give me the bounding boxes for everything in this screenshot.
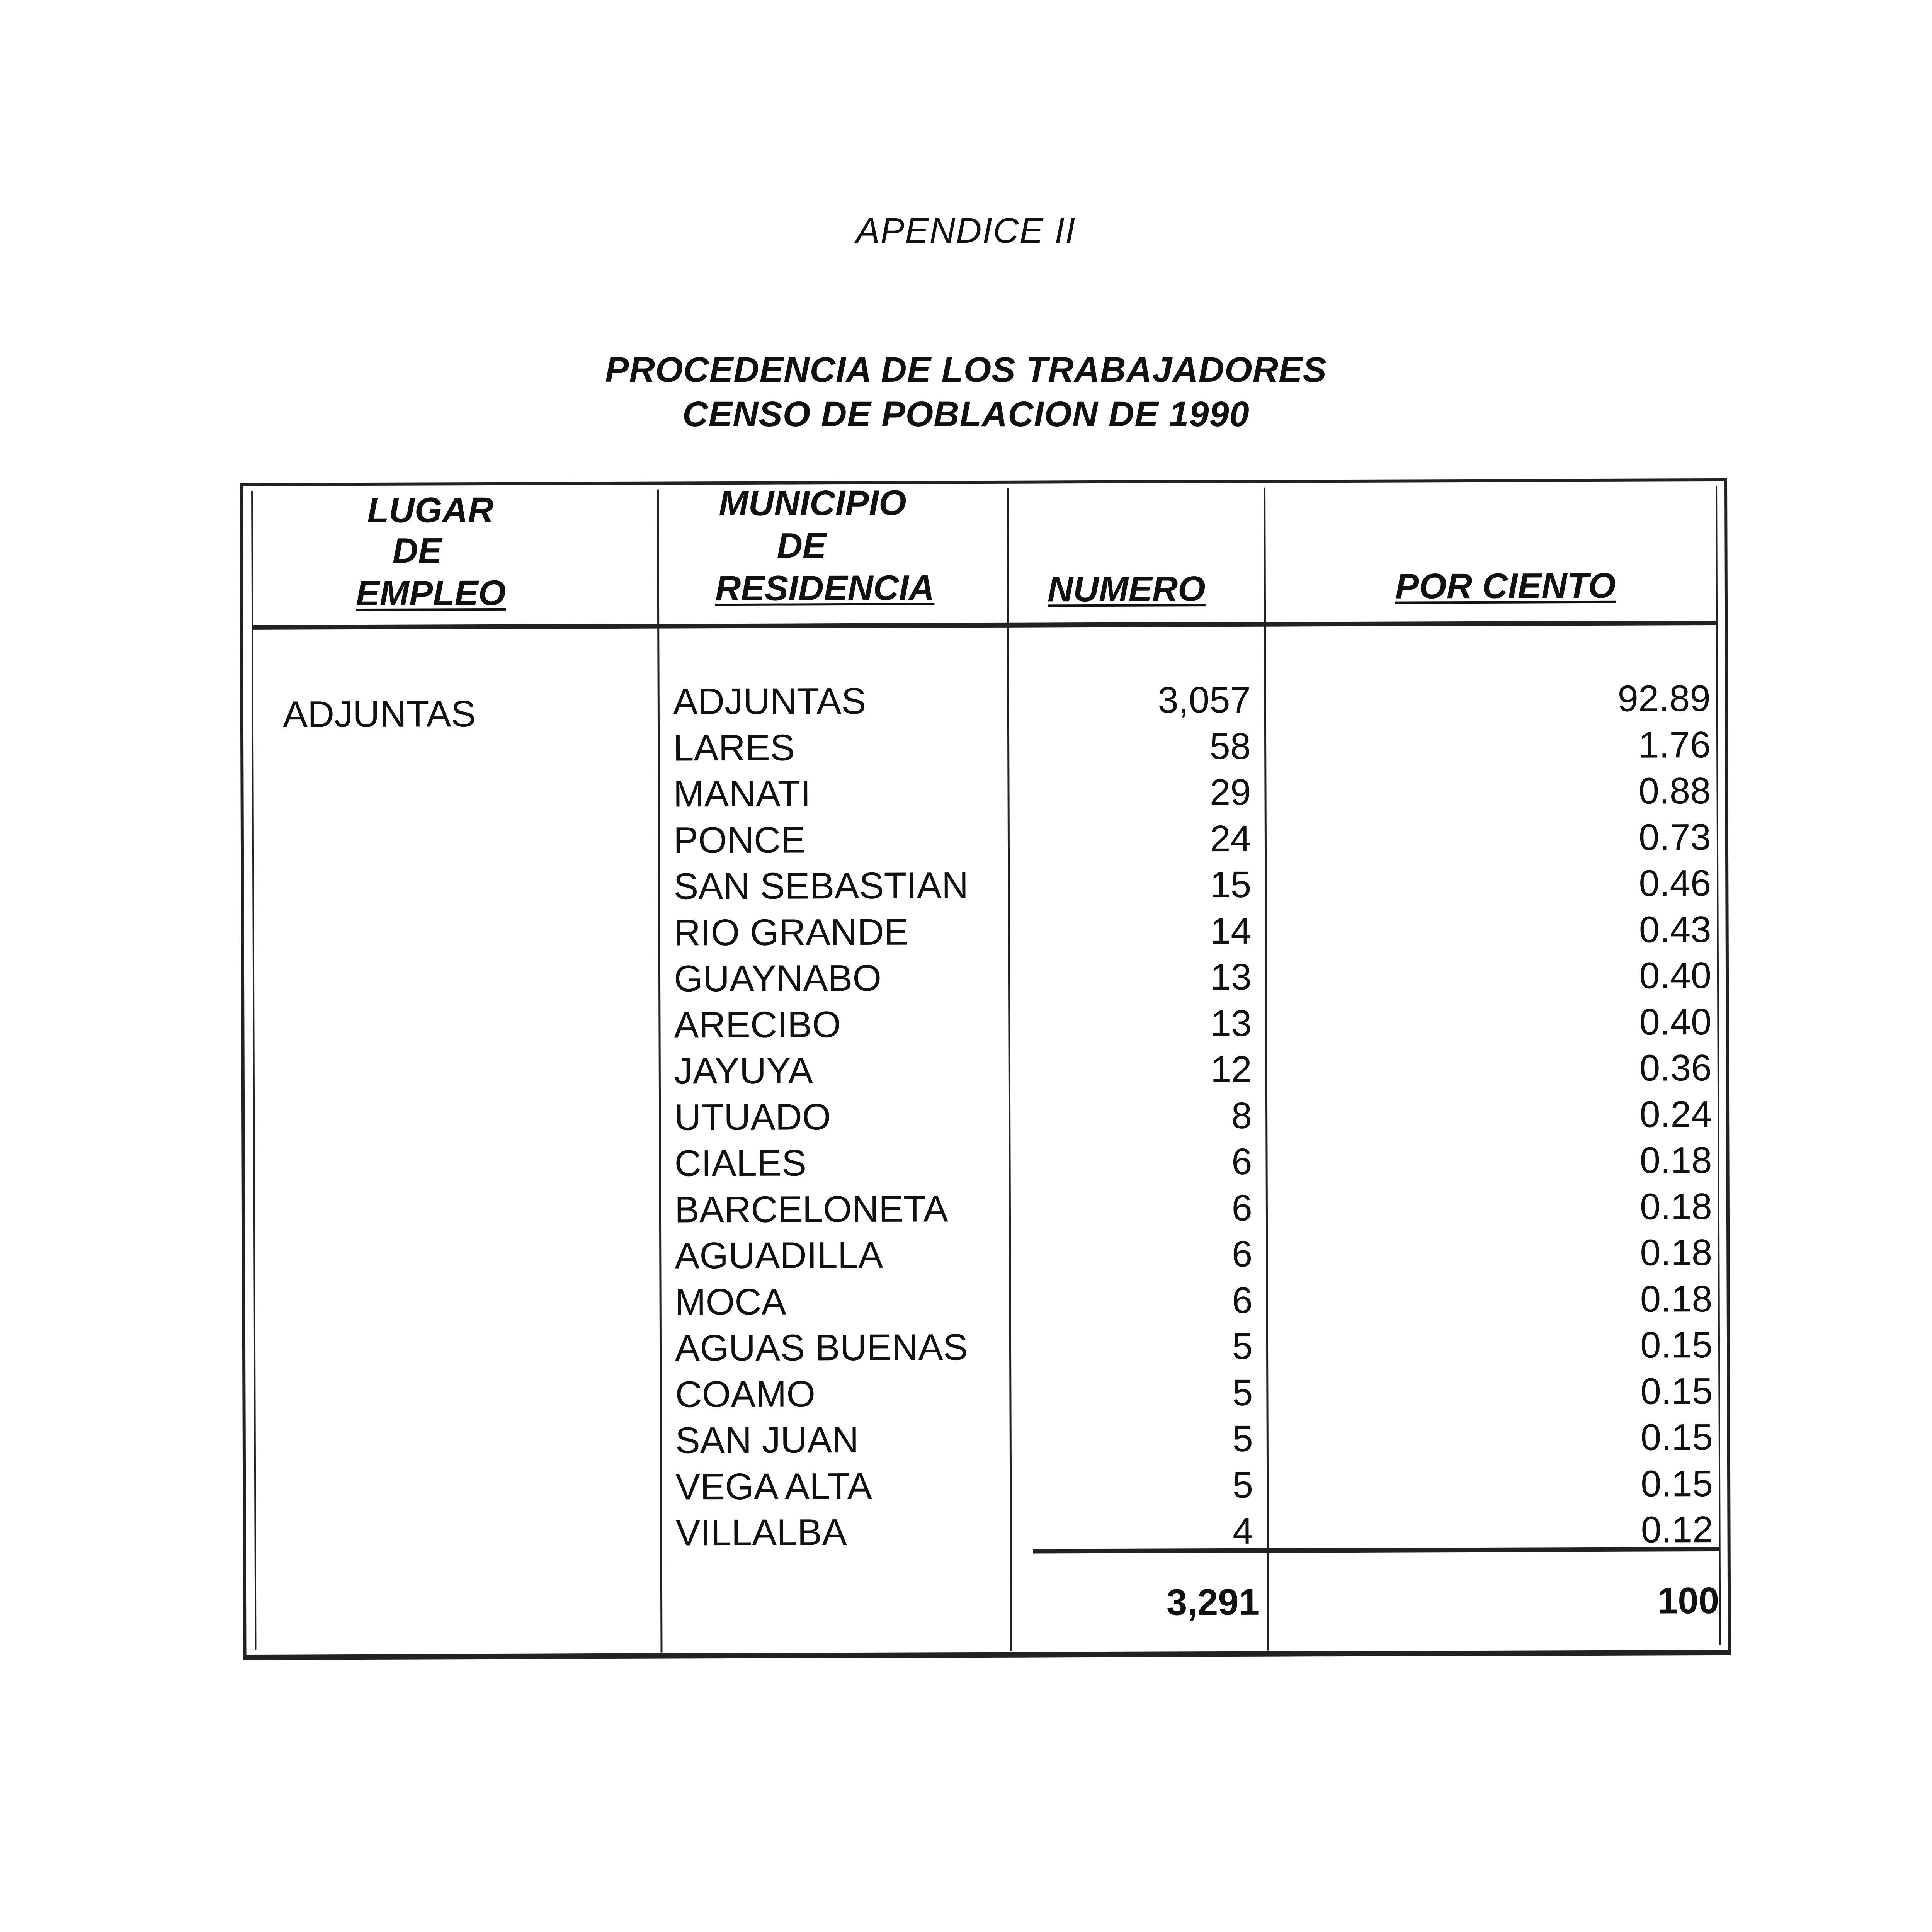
table-row: [242, 1045, 1741, 1096]
numero-cell: 13: [1210, 1002, 1252, 1044]
document-title-line-1: PROCEDENCIA DE LOS TRABAJADORES: [605, 350, 1327, 389]
total-por-ciento: 100: [1657, 1580, 1719, 1622]
por-ciento-cell: 0.24: [1639, 1093, 1712, 1135]
appendix-title: APENDICE II: [856, 211, 1076, 250]
table-border-top: [240, 478, 1727, 486]
table-row: [240, 721, 1740, 772]
table-row: [242, 1183, 1741, 1234]
numero-cell: 6: [1231, 1187, 1253, 1229]
table-row: [243, 1507, 1742, 1558]
municipio-cell: MANATI: [673, 773, 811, 815]
workers-origin-table: [240, 478, 1743, 1658]
municipio-cell: SAN JUAN: [675, 1419, 859, 1461]
municipio-cell: SAN SEBASTIAN: [673, 865, 969, 907]
municipio-cell: LARES: [673, 726, 795, 769]
header-residencia: RESIDENCIA: [715, 568, 935, 609]
table-border-bottom: [243, 1650, 1731, 1660]
numero-cell: 29: [1209, 771, 1251, 813]
municipio-cell: ADJUNTAS: [673, 680, 866, 723]
header-municipio: MUNICIPIO: [719, 483, 906, 524]
municipio-cell: AGUAS BUENAS: [675, 1327, 968, 1369]
numero-cell: 5: [1232, 1325, 1253, 1367]
table-row: [241, 860, 1740, 911]
municipio-cell: VILLALBA: [675, 1512, 847, 1554]
por-ciento-cell: 0.40: [1639, 1001, 1712, 1043]
table-row: [241, 814, 1740, 865]
municipio-cell: GUAYNABO: [673, 957, 882, 1000]
document-title-line-2: CENSO DE POBLACION DE 1990: [682, 395, 1250, 434]
numero-cell: 5: [1232, 1372, 1253, 1413]
municipio-cell: AGUADILLA: [675, 1234, 883, 1277]
por-ciento-cell: 92.89: [1617, 678, 1711, 719]
por-ciento-cell: 0.36: [1639, 1047, 1712, 1089]
numero-cell: 12: [1210, 1048, 1252, 1090]
header-lugar: LUGAR: [367, 490, 494, 530]
header-lugar-de: DE: [392, 531, 442, 571]
por-ciento-cell: 0.12: [1641, 1509, 1713, 1551]
table-row: [242, 1276, 1741, 1327]
header-municipio-de: DE: [777, 526, 827, 566]
lugar-de-empleo-cell: ADJUNTAS: [282, 693, 476, 735]
table-row: [240, 768, 1740, 819]
table-row: [240, 675, 1740, 726]
table-row: [243, 1460, 1742, 1511]
header-empleo: EMPLEO: [355, 573, 506, 614]
table-row: [242, 1322, 1742, 1373]
table-row: [241, 998, 1740, 1049]
total-numero: 3,291: [1166, 1581, 1260, 1623]
municipio-cell: UTUADO: [674, 1096, 831, 1138]
header-numero: NUMERO: [1047, 569, 1206, 609]
por-ciento-cell: 0.43: [1639, 908, 1711, 951]
municipio-cell: ARECIBO: [674, 1003, 841, 1046]
numero-cell: 5: [1232, 1464, 1253, 1506]
table-body: [240, 675, 1742, 1558]
por-ciento-cell: 0.15: [1640, 1324, 1713, 1366]
municipio-cell: MOCA: [675, 1281, 786, 1323]
por-ciento-cell: 0.40: [1639, 955, 1712, 997]
municipio-cell: RIO GRANDE: [673, 911, 909, 953]
table-row: [242, 1230, 1741, 1281]
header-por-ciento: POR CIENTO: [1395, 566, 1616, 606]
numero-cell: 58: [1209, 725, 1251, 767]
por-ciento-cell: 1.76: [1638, 724, 1711, 766]
por-ciento-cell: 0.15: [1640, 1417, 1713, 1458]
por-ciento-cell: 0.18: [1640, 1232, 1713, 1274]
numero-cell: 6: [1232, 1279, 1253, 1321]
por-ciento-cell: 0.18: [1639, 1185, 1713, 1228]
por-ciento-cell: 0.88: [1638, 770, 1711, 812]
municipio-cell: CIALES: [674, 1142, 807, 1184]
municipio-cell: VEGA ALTA: [675, 1465, 872, 1507]
table-row: [242, 1137, 1741, 1188]
numero-cell: 15: [1210, 864, 1252, 906]
numero-cell: 13: [1210, 956, 1252, 998]
por-ciento-cell: 0.46: [1639, 862, 1711, 904]
por-ciento-cell: 0.15: [1641, 1463, 1713, 1505]
numero-cell: 6: [1231, 1233, 1253, 1275]
numero-cell: 24: [1209, 818, 1252, 859]
numero-cell: 14: [1210, 910, 1252, 952]
por-ciento-cell: 0.73: [1638, 816, 1711, 858]
numero-cell: 5: [1232, 1418, 1253, 1459]
municipio-cell: JAYUYA: [674, 1050, 813, 1092]
numero-cell: 6: [1231, 1141, 1252, 1182]
por-ciento-cell: 0.18: [1640, 1278, 1713, 1320]
table-row: [241, 906, 1740, 957]
numero-cell: 4: [1232, 1510, 1253, 1552]
table-row: [243, 1414, 1742, 1465]
table-row: [241, 952, 1740, 1003]
municipio-cell: BARCELONETA: [674, 1188, 948, 1230]
table-row: [242, 1368, 1742, 1419]
municipio-cell: PONCE: [673, 819, 806, 861]
header-rule: [252, 621, 1718, 630]
table-row: [242, 1091, 1741, 1142]
por-ciento-cell: 0.15: [1640, 1370, 1713, 1412]
por-ciento-cell: 0.18: [1639, 1139, 1712, 1181]
numero-cell: 8: [1231, 1095, 1252, 1136]
municipio-cell: COAMO: [675, 1373, 816, 1415]
numero-cell: 3,057: [1158, 679, 1251, 721]
